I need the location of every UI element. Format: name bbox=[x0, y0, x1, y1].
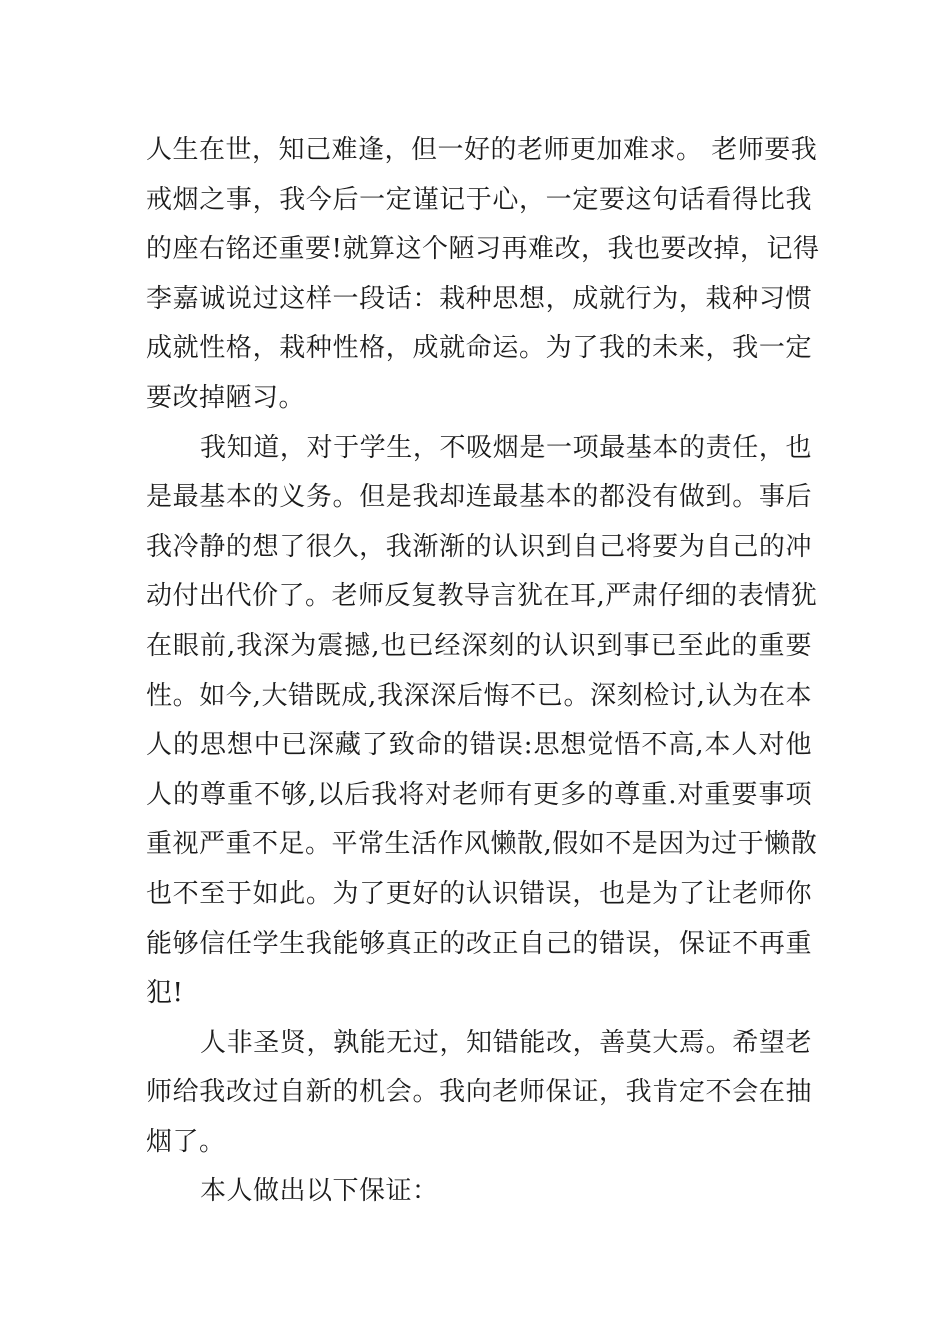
text-line: 本人做出以下保证： bbox=[200, 1176, 439, 1207]
text-line: 是最基本的义务。但是我却连最基本的都没有做到。事后 bbox=[146, 482, 812, 513]
text-line: 成就性格，栽种性格，成就命运。为了我的未来，我一定 bbox=[146, 333, 812, 364]
document-body bbox=[146, 126, 820, 1217]
text-line: 动付出代价了。老师反复教导言犹在耳,严肃仔细的表情犹 bbox=[146, 581, 818, 612]
text-line: 在眼前,我深为震撼,也已经深刻的认识到事已至此的重要 bbox=[146, 630, 812, 661]
text-line: 人非圣贤，孰能无过，知错能改，善莫大焉。希望老 bbox=[200, 1027, 812, 1058]
text-line: 犯! bbox=[146, 978, 184, 1009]
text-line: 重视严重不足。平常生活作风懒散,假如不是因为过于懒散 bbox=[146, 829, 818, 860]
text-line: 人生在世，知己难逢，但一好的老师更加难求。 老师要我 bbox=[146, 135, 818, 165]
text-line: 李嘉诚说过这样一段话：栽种思想，成就行为，栽种习惯 bbox=[146, 283, 812, 314]
text-line: 能够信任学生我能够真正的改正自己的错误，保证不再重 bbox=[146, 928, 812, 959]
text-line: 的座右铭还重要!就算这个陋习再难改，我也要改掉，记得 bbox=[146, 234, 820, 265]
text-line: 也不至于如此。为了更好的认识错误，也是为了让老师你 bbox=[146, 878, 812, 909]
paragraph-2 bbox=[146, 424, 818, 1019]
paragraph-3 bbox=[146, 1019, 812, 1168]
paragraph-4 bbox=[146, 1167, 812, 1217]
text-line: 我知道，对于学生，不吸烟是一项最基本的责任，也 bbox=[200, 432, 812, 463]
paragraph-1 bbox=[146, 126, 820, 424]
text-line: 师给我改过自新的机会。我向老师保证，我肯定不会在抽 bbox=[146, 1077, 812, 1108]
text-line: 人的思想中已深藏了致命的错误:思想觉悟不高,本人对他 bbox=[146, 730, 812, 761]
text-line: 人的尊重不够,以后我将对老师有更多的尊重.对重要事项 bbox=[146, 779, 812, 810]
text-line: 戒烟之事，我今后一定谨记于心，一定要这句话看得比我 bbox=[146, 184, 812, 215]
text-line: 要改掉陋习。 bbox=[146, 382, 306, 413]
text-line: 性。如今,大错既成,我深深后悔不已。深刻检讨,认为在本 bbox=[146, 680, 812, 711]
text-line: 烟了。 bbox=[146, 1126, 226, 1157]
text-line: 我冷静的想了很久，我渐渐的认识到自己将要为自己的冲 bbox=[146, 531, 812, 562]
